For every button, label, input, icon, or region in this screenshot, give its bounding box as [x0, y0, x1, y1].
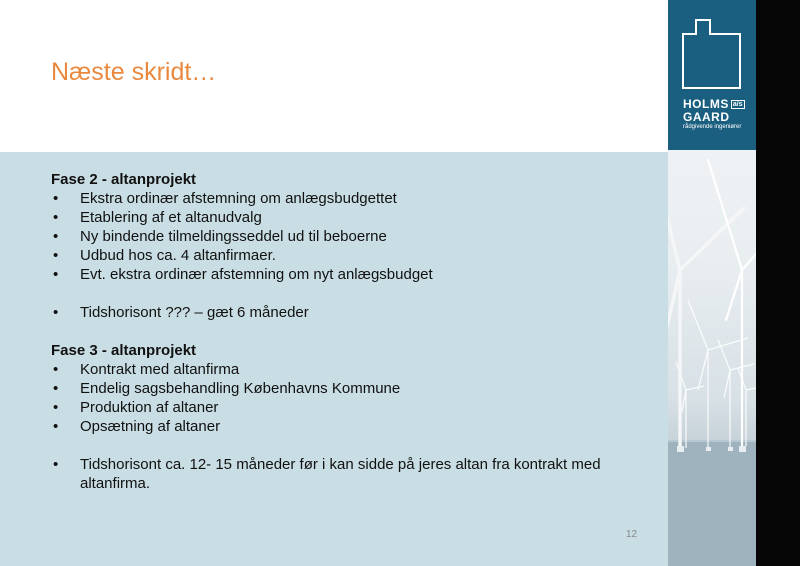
spacer	[51, 436, 651, 455]
bullet-icon: •	[53, 190, 59, 207]
logo-wordmark: HOLMS a/s GAARD rådgivende ingeniører	[683, 97, 743, 130]
spacer	[51, 284, 651, 303]
phase-2-heading: Fase 2 - altanprojekt	[51, 171, 197, 188]
list-item: • Etablering af et altanudvalg	[53, 209, 262, 226]
page-number: 12	[626, 529, 638, 540]
bullet-icon: •	[53, 456, 59, 473]
building-logo-icon	[668, 0, 756, 95]
phase-3-timeline	[51, 455, 651, 493]
list-item: • Opsætning af altaner	[53, 418, 221, 435]
bullet-icon: •	[53, 361, 59, 378]
list-item: • Tidshorisont ca. 12- 15 måneder før i kan sidde på jeres altan fra kontrakt med altanfirma.	[53, 456, 601, 492]
list-item: • Tidshorisont ??? – gæt 6 måneder	[53, 304, 309, 321]
phase-2-timeline	[51, 303, 651, 322]
list-item: • Udbud hos ca. 4 altanfirmaer.	[53, 247, 276, 264]
phase-2-list	[51, 189, 651, 284]
bullet-icon: •	[53, 247, 59, 264]
bullet-icon: •	[53, 228, 59, 245]
bullet-icon: •	[53, 266, 59, 283]
list-item: • Ekstra ordinær afstemning om anlægsbudgettet	[53, 190, 397, 207]
company-logo	[668, 0, 756, 150]
content-panel	[0, 152, 668, 566]
bullet-icon: •	[53, 380, 59, 397]
wind-turbines-icon	[668, 150, 756, 566]
list-item: • Evt. ekstra ordinær afstemning om nyt anlægsbudget	[53, 266, 433, 283]
list-item: • Ny bindende tilmeldingsseddel ud til beboerne	[53, 228, 387, 245]
bullet-icon: •	[53, 209, 59, 226]
phase-3-heading: Fase 3 - altanprojekt	[51, 342, 197, 359]
list-item: • Produktion af altaner	[53, 399, 219, 416]
slide-body	[51, 170, 651, 493]
bullet-icon: •	[53, 399, 59, 416]
slide-header	[0, 0, 668, 152]
bullet-icon: •	[53, 304, 59, 321]
bullet-icon: •	[53, 418, 59, 435]
phase-3-list	[51, 360, 651, 436]
list-item: • Kontrakt med altanfirma	[53, 361, 240, 378]
spacer	[51, 322, 651, 341]
slide-title: Næste skridt…	[51, 58, 217, 86]
right-edge-strip	[756, 0, 800, 566]
list-item: • Endelig sagsbehandling Københavns Kommune	[53, 380, 401, 397]
